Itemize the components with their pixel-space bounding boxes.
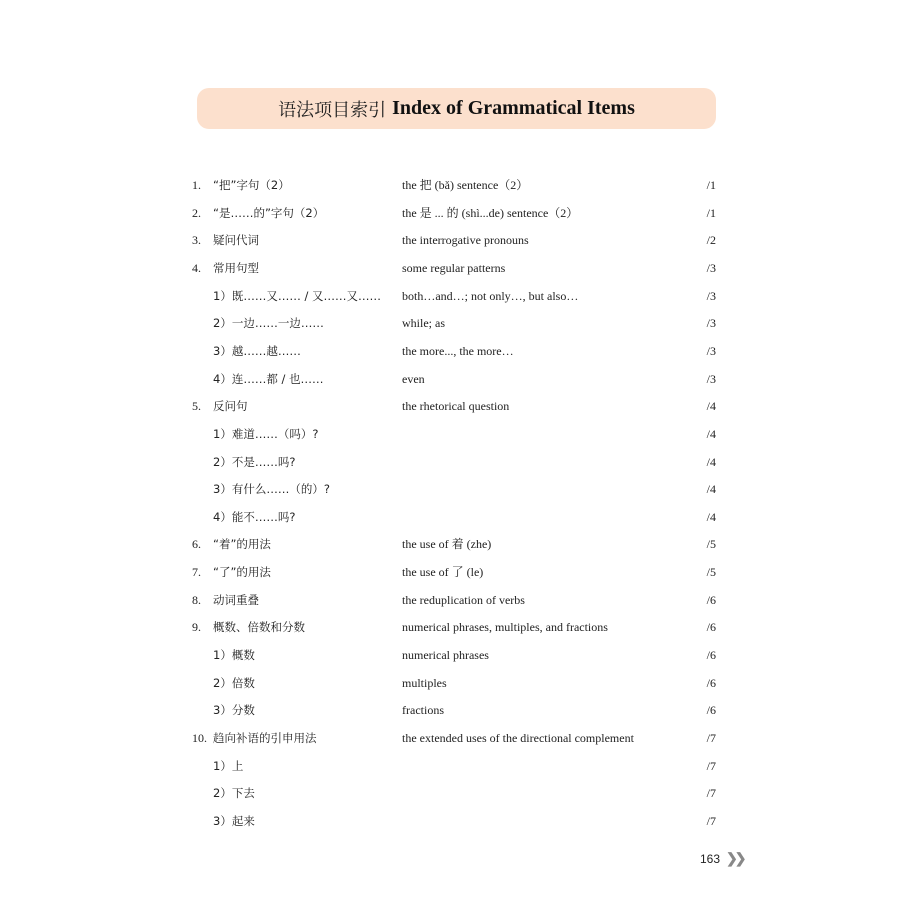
item-number: 2. <box>192 205 201 220</box>
item-english: the 是 ... 的 (shì...de) sentence（2） <box>402 205 579 220</box>
item-number: 8. <box>192 592 201 607</box>
item-page: /4 <box>706 454 716 469</box>
index-row <box>0 645 900 665</box>
item-chinese: 3）分数 <box>213 703 255 718</box>
index-row <box>0 756 900 776</box>
item-chinese: 4）连……都 / 也…… <box>213 371 324 386</box>
item-number: 5. <box>192 399 201 414</box>
item-chinese: 1）难道……（吗）? <box>213 426 319 441</box>
index-row <box>0 175 900 195</box>
item-english: numerical phrases <box>402 648 489 663</box>
index-row <box>0 811 900 831</box>
index-row <box>0 424 900 444</box>
item-chinese: 3）有什么……（的）? <box>213 482 330 497</box>
item-page: /3 <box>706 343 716 358</box>
index-row <box>0 396 900 416</box>
item-chinese: 反问句 <box>213 399 248 414</box>
item-chinese: 1）既……又…… / 又……又…… <box>213 288 382 303</box>
item-number: 6. <box>192 537 201 552</box>
item-chinese: 疑问代词 <box>213 233 259 248</box>
page-number: 163 <box>700 851 721 866</box>
item-number: 9. <box>192 620 201 635</box>
item-page: /6 <box>706 620 716 635</box>
index-row <box>0 728 900 748</box>
item-page: /3 <box>706 288 716 303</box>
item-english: the rhetorical question <box>402 399 510 414</box>
item-number: 1. <box>192 178 201 192</box>
item-chinese: 1）上 <box>213 758 244 773</box>
index-row <box>0 230 900 250</box>
index-row <box>0 700 900 720</box>
item-english: the reduplication of verbs <box>402 592 525 607</box>
item-english: the use of 着 (zhe) <box>402 537 492 552</box>
item-page: /6 <box>706 703 716 718</box>
index-title-banner <box>197 88 716 129</box>
item-english: the more..., the more… <box>402 343 514 358</box>
index-row <box>0 452 900 472</box>
item-chinese: 3）越……越…… <box>213 343 301 358</box>
item-chinese: 动词重叠 <box>213 592 259 607</box>
item-english: multiples <box>402 675 447 690</box>
item-page: /1 <box>706 205 716 220</box>
item-chinese: 2）倍数 <box>213 675 255 690</box>
item-chinese: 4）能不……吗? <box>213 509 296 524</box>
item-page: /3 <box>706 316 716 331</box>
index-row <box>0 617 900 637</box>
item-chinese: 2）一边……一边…… <box>213 316 324 331</box>
item-chinese: 趋向补语的引申用法 <box>213 731 317 745</box>
item-chinese: 2）不是……吗? <box>213 454 296 469</box>
title-chinese: 语法项目索引 <box>278 99 387 121</box>
item-english: some regular patterns <box>402 260 506 275</box>
item-page: /4 <box>706 399 716 414</box>
item-chinese: 常用句型 <box>213 260 259 275</box>
item-number: 7. <box>192 565 201 580</box>
item-chinese: “了”的用法 <box>213 565 271 580</box>
item-page: /6 <box>706 675 716 690</box>
item-english: even <box>402 371 425 386</box>
item-page: /5 <box>706 565 716 580</box>
item-chinese: 2）下去 <box>213 786 255 801</box>
item-page: /6 <box>706 648 716 663</box>
item-page: /3 <box>706 371 716 386</box>
item-page: /4 <box>706 509 716 524</box>
item-english: numerical phrases, multiples, and fractions <box>402 620 608 635</box>
index-row <box>0 286 900 306</box>
item-number: 10. <box>192 731 207 745</box>
item-page: /7 <box>706 786 716 801</box>
item-number: 3. <box>192 233 201 248</box>
item-english: the 把 (bǎ) sentence（2） <box>402 178 529 192</box>
item-page: /1 <box>706 178 716 192</box>
item-chinese: 1）概数 <box>213 648 255 663</box>
index-row <box>0 313 900 333</box>
index-row <box>0 673 900 693</box>
item-page: /7 <box>706 731 716 745</box>
index-row <box>0 479 900 499</box>
item-page: /7 <box>706 813 716 828</box>
item-chinese: 概数、倍数和分数 <box>213 620 305 635</box>
index-row <box>0 369 900 389</box>
item-chinese: “把”字句（2） <box>213 178 290 192</box>
index-row <box>0 534 900 554</box>
item-number: 4. <box>192 260 201 275</box>
item-english: both…and…; not only…, but also… <box>402 288 579 303</box>
item-page: /3 <box>706 260 716 275</box>
item-english: the interrogative pronouns <box>402 233 529 248</box>
item-english: while; as <box>402 316 445 331</box>
item-english: the extended uses of the directional complement <box>402 731 634 745</box>
item-english: the use of 了 (le) <box>402 565 484 580</box>
item-chinese: “着”的用法 <box>213 537 271 552</box>
index-row <box>0 783 900 803</box>
index-row <box>0 203 900 223</box>
item-english: fractions <box>402 703 444 718</box>
index-row <box>0 258 900 278</box>
item-page: /7 <box>706 758 716 773</box>
item-page: /5 <box>706 537 716 552</box>
index-row <box>0 507 900 527</box>
index-row <box>0 341 900 361</box>
page-footer <box>700 850 744 867</box>
title-english: Index of Grammatical Items <box>392 97 635 119</box>
item-page: /6 <box>706 592 716 607</box>
item-page: /2 <box>706 233 716 248</box>
index-row <box>0 562 900 582</box>
item-chinese: “是……的”字句（2） <box>213 205 325 220</box>
item-page: /4 <box>706 482 716 497</box>
item-page: /4 <box>706 426 716 441</box>
item-chinese: 3）起来 <box>213 813 255 828</box>
double-chevron-right-icon: ❯❯ <box>726 850 744 866</box>
index-row <box>0 590 900 610</box>
